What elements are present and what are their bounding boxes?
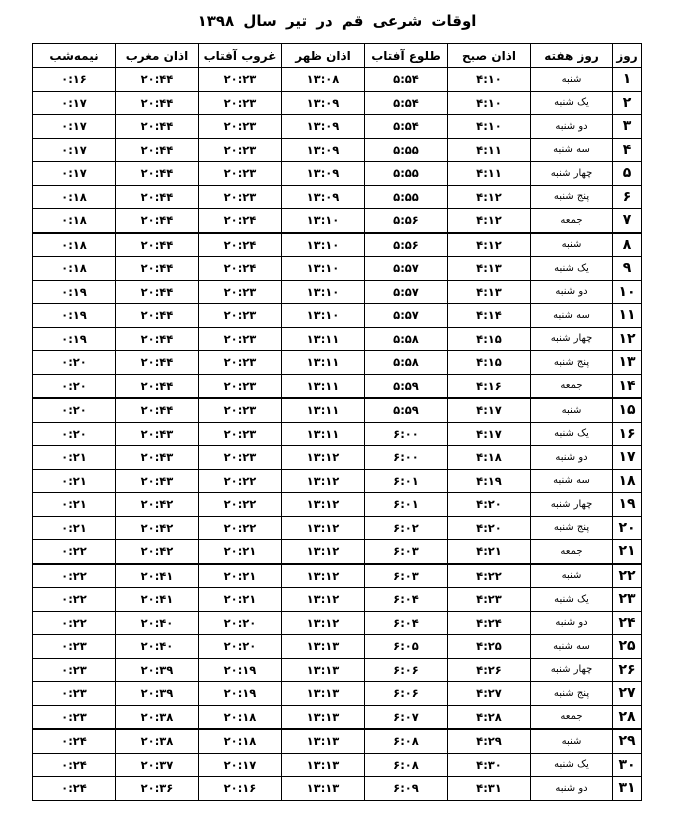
maghrib-time-cell: ۲۰:۴۱ [116,564,199,588]
sunrise-time-cell: ۵:۵۹ [365,374,448,398]
weekday-cell: شنبه [531,564,613,588]
day-number-cell: ۲۸ [613,705,642,729]
dhuhr-time-cell: ۱۳:۱۲ [282,540,365,564]
sunset-time-cell: ۲۰:۲۳ [199,68,282,92]
table-row [33,469,642,493]
sunrise-time-cell: ۶:۰۳ [365,540,448,564]
weekday-cell: چهار شنبه [531,327,613,351]
maghrib-time-cell: ۲۰:۳۹ [116,682,199,706]
sunrise-time-cell: ۶:۰۲ [365,516,448,540]
weekday-cell: شنبه [531,68,613,92]
sunrise-time-cell: ۶:۰۰ [365,446,448,470]
maghrib-time-cell: ۲۰:۴۰ [116,635,199,659]
day-number-cell: ۷ [613,209,642,233]
sunset-time-cell: ۲۰:۱۷ [199,753,282,777]
fajr-time-cell: ۴:۲۸ [448,705,531,729]
maghrib-time-cell: ۲۰:۳۸ [116,729,199,753]
table-row [33,68,642,92]
fajr-time-cell: ۴:۲۰ [448,516,531,540]
sunset-time-cell: ۲۰:۲۳ [199,162,282,186]
table-row [33,493,642,517]
sunrise-time-cell: ۵:۵۷ [365,257,448,281]
day-number-cell: ۲۲ [613,564,642,588]
maghrib-time-cell: ۲۰:۴۴ [116,91,199,115]
midnight-time-cell: ۰:۱۹ [33,327,116,351]
midnight-time-cell: ۰:۲۲ [33,564,116,588]
weekday-cell: پنج شنبه [531,185,613,209]
maghrib-time-cell: ۲۰:۴۴ [116,138,199,162]
day-number-cell: ۲۵ [613,635,642,659]
dhuhr-time-cell: ۱۳:۰۹ [282,138,365,162]
day-number-cell: ۶ [613,185,642,209]
fajr-time-cell: ۴:۲۲ [448,564,531,588]
fajr-time-cell: ۴:۱۷ [448,422,531,446]
dhuhr-time-cell: ۱۳:۱۲ [282,446,365,470]
dhuhr-time-cell: ۱۳:۱۰ [282,257,365,281]
fajr-time-cell: ۴:۱۳ [448,280,531,304]
dhuhr-time-cell: ۱۳:۱۲ [282,611,365,635]
weekday-cell: جمعه [531,374,613,398]
fajr-time-cell: ۴:۱۲ [448,209,531,233]
midnight-time-cell: ۰:۱۷ [33,91,116,115]
weekday-cell: پنج شنبه [531,351,613,375]
fajr-time-cell: ۴:۱۸ [448,446,531,470]
midnight-time-cell: ۰:۲۲ [33,540,116,564]
dhuhr-time-cell: ۱۳:۰۹ [282,91,365,115]
fajr-time-cell: ۴:۳۰ [448,753,531,777]
maghrib-time-cell: ۲۰:۴۴ [116,257,199,281]
maghrib-time-cell: ۲۰:۴۴ [116,327,199,351]
sunset-time-cell: ۲۰:۲۲ [199,493,282,517]
sunrise-time-cell: ۶:۰۴ [365,611,448,635]
day-number-cell: ۱۹ [613,493,642,517]
maghrib-time-cell: ۲۰:۴۲ [116,493,199,517]
day-number-cell: ۸ [613,233,642,257]
dhuhr-time-cell: ۱۳:۱۳ [282,705,365,729]
maghrib-time-cell: ۲۰:۴۴ [116,280,199,304]
table-row [33,516,642,540]
dhuhr-time-cell: ۱۳:۱۳ [282,753,365,777]
maghrib-time-cell: ۲۰:۴۳ [116,422,199,446]
weekday-cell: پنج شنبه [531,682,613,706]
sunset-time-cell: ۲۰:۱۶ [199,777,282,801]
midnight-time-cell: ۰:۲۳ [33,705,116,729]
header-weekday: روز هفته [531,44,613,68]
table-row [33,327,642,351]
day-number-cell: ۳۰ [613,753,642,777]
table-row [33,351,642,375]
maghrib-time-cell: ۲۰:۴۲ [116,516,199,540]
sunrise-time-cell: ۶:۰۸ [365,753,448,777]
sunrise-time-cell: ۵:۵۴ [365,115,448,139]
sunset-time-cell: ۲۰:۲۳ [199,374,282,398]
sunrise-time-cell: ۵:۵۸ [365,351,448,375]
sunrise-time-cell: ۶:۰۶ [365,682,448,706]
midnight-time-cell: ۰:۱۹ [33,280,116,304]
midnight-time-cell: ۰:۲۴ [33,753,116,777]
fajr-time-cell: ۴:۲۱ [448,540,531,564]
table-row [33,422,642,446]
maghrib-time-cell: ۲۰:۴۳ [116,469,199,493]
table-row [33,540,642,564]
table-row [33,658,642,682]
maghrib-time-cell: ۲۰:۴۴ [116,374,199,398]
midnight-time-cell: ۰:۲۱ [33,446,116,470]
weekday-cell: سه شنبه [531,469,613,493]
header-sunset: غروب آفتاب [199,44,282,68]
weekday-cell: دو شنبه [531,777,613,801]
sunrise-time-cell: ۶:۰۵ [365,635,448,659]
sunset-time-cell: ۲۰:۲۴ [199,209,282,233]
fajr-time-cell: ۴:۱۱ [448,138,531,162]
midnight-time-cell: ۰:۲۳ [33,682,116,706]
weekday-cell: دو شنبه [531,446,613,470]
dhuhr-time-cell: ۱۳:۰۹ [282,185,365,209]
table-row [33,588,642,612]
table-row [33,91,642,115]
sunset-time-cell: ۲۰:۲۳ [199,91,282,115]
maghrib-time-cell: ۲۰:۳۸ [116,705,199,729]
midnight-time-cell: ۰:۱۸ [33,233,116,257]
day-number-cell: ۱۵ [613,398,642,422]
midnight-time-cell: ۰:۲۴ [33,729,116,753]
day-number-cell: ۲۶ [613,658,642,682]
sunset-time-cell: ۲۰:۲۳ [199,422,282,446]
weekday-cell: یک شنبه [531,422,613,446]
weekday-cell: سه شنبه [531,138,613,162]
sunset-time-cell: ۲۰:۱۹ [199,682,282,706]
prayer-times-table [32,43,642,801]
maghrib-time-cell: ۲۰:۴۴ [116,304,199,328]
weekday-cell: چهار شنبه [531,493,613,517]
day-number-cell: ۵ [613,162,642,186]
dhuhr-time-cell: ۱۳:۱۲ [282,469,365,493]
weekday-cell: جمعه [531,209,613,233]
maghrib-time-cell: ۲۰:۳۶ [116,777,199,801]
maghrib-time-cell: ۲۰:۴۴ [116,398,199,422]
midnight-time-cell: ۰:۲۱ [33,493,116,517]
weekday-cell: پنج شنبه [531,516,613,540]
day-number-cell: ۱۷ [613,446,642,470]
table-row [33,729,642,753]
fajr-time-cell: ۴:۲۴ [448,611,531,635]
fajr-time-cell: ۴:۱۳ [448,257,531,281]
day-number-cell: ۳۱ [613,777,642,801]
sunrise-time-cell: ۶:۰۹ [365,777,448,801]
day-number-cell: ۲۳ [613,588,642,612]
dhuhr-time-cell: ۱۳:۱۲ [282,564,365,588]
maghrib-time-cell: ۲۰:۴۴ [116,351,199,375]
table-row [33,138,642,162]
weekday-cell: یک شنبه [531,753,613,777]
midnight-time-cell: ۰:۱۹ [33,304,116,328]
dhuhr-time-cell: ۱۳:۰۸ [282,68,365,92]
sunrise-time-cell: ۶:۰۰ [365,422,448,446]
dhuhr-time-cell: ۱۳:۱۱ [282,327,365,351]
weekday-cell: شنبه [531,233,613,257]
day-number-cell: ۱۶ [613,422,642,446]
table-row [33,374,642,398]
fajr-time-cell: ۴:۱۹ [448,469,531,493]
fajr-time-cell: ۴:۱۵ [448,327,531,351]
sunrise-time-cell: ۶:۰۷ [365,705,448,729]
midnight-time-cell: ۰:۲۰ [33,422,116,446]
weekday-cell: دو شنبه [531,280,613,304]
table-row [33,233,642,257]
weekday-cell: یک شنبه [531,257,613,281]
weekday-cell: جمعه [531,540,613,564]
sunrise-time-cell: ۵:۵۷ [365,280,448,304]
sunset-time-cell: ۲۰:۲۳ [199,304,282,328]
header-fajr: اذان صبح [448,44,531,68]
dhuhr-time-cell: ۱۳:۱۳ [282,682,365,706]
day-number-cell: ۴ [613,138,642,162]
table-row [33,777,642,801]
midnight-time-cell: ۰:۲۱ [33,516,116,540]
dhuhr-time-cell: ۱۳:۱۰ [282,304,365,328]
sunset-time-cell: ۲۰:۲۳ [199,115,282,139]
sunset-time-cell: ۲۰:۲۳ [199,398,282,422]
sunrise-time-cell: ۶:۰۱ [365,493,448,517]
day-number-cell: ۱۰ [613,280,642,304]
sunrise-time-cell: ۵:۵۶ [365,233,448,257]
sunset-time-cell: ۲۰:۲۳ [199,351,282,375]
header-midnight: نیمه‌شب [33,44,116,68]
table-row [33,304,642,328]
table-row [33,564,642,588]
dhuhr-time-cell: ۱۳:۱۰ [282,280,365,304]
midnight-time-cell: ۰:۱۷ [33,115,116,139]
fajr-time-cell: ۴:۱۴ [448,304,531,328]
sunset-time-cell: ۲۰:۲۱ [199,588,282,612]
fajr-time-cell: ۴:۲۶ [448,658,531,682]
sunset-time-cell: ۲۰:۲۳ [199,185,282,209]
maghrib-time-cell: ۲۰:۴۴ [116,209,199,233]
sunrise-time-cell: ۵:۵۸ [365,327,448,351]
table-row [33,682,642,706]
day-number-cell: ۱۲ [613,327,642,351]
weekday-cell: سه شنبه [531,635,613,659]
day-number-cell: ۲۷ [613,682,642,706]
dhuhr-time-cell: ۱۳:۰۹ [282,162,365,186]
midnight-time-cell: ۰:۲۲ [33,611,116,635]
fajr-time-cell: ۴:۳۱ [448,777,531,801]
day-number-cell: ۱ [613,68,642,92]
dhuhr-time-cell: ۱۳:۱۲ [282,493,365,517]
day-number-cell: ۲۰ [613,516,642,540]
dhuhr-time-cell: ۱۳:۱۳ [282,777,365,801]
table-body [33,68,642,801]
sunrise-time-cell: ۶:۰۶ [365,658,448,682]
header-sunrise: طلوع آفتاب [365,44,448,68]
fajr-time-cell: ۴:۱۱ [448,162,531,186]
fajr-time-cell: ۴:۱۷ [448,398,531,422]
sunset-time-cell: ۲۰:۲۲ [199,516,282,540]
maghrib-time-cell: ۲۰:۴۴ [116,68,199,92]
table-row [33,446,642,470]
table-row [33,753,642,777]
dhuhr-time-cell: ۱۳:۱۱ [282,351,365,375]
table-row [33,209,642,233]
midnight-time-cell: ۰:۱۷ [33,138,116,162]
dhuhr-time-cell: ۱۳:۱۲ [282,588,365,612]
dhuhr-time-cell: ۱۳:۱۱ [282,398,365,422]
dhuhr-time-cell: ۱۳:۱۱ [282,374,365,398]
sunset-time-cell: ۲۰:۲۰ [199,611,282,635]
fajr-time-cell: ۴:۱۰ [448,91,531,115]
sunrise-time-cell: ۵:۵۷ [365,304,448,328]
sunrise-time-cell: ۶:۰۳ [365,564,448,588]
sunset-time-cell: ۲۰:۲۱ [199,540,282,564]
dhuhr-time-cell: ۱۳:۱۰ [282,233,365,257]
table-row [33,185,642,209]
sunrise-time-cell: ۵:۵۵ [365,138,448,162]
fajr-time-cell: ۴:۱۲ [448,233,531,257]
table-header-row [33,44,642,68]
sunrise-time-cell: ۶:۰۴ [365,588,448,612]
midnight-time-cell: ۰:۲۰ [33,398,116,422]
day-number-cell: ۱۳ [613,351,642,375]
day-number-cell: ۳ [613,115,642,139]
maghrib-time-cell: ۲۰:۴۴ [116,185,199,209]
midnight-time-cell: ۰:۱۸ [33,185,116,209]
weekday-cell: سه شنبه [531,304,613,328]
sunrise-time-cell: ۵:۵۶ [365,209,448,233]
sunset-time-cell: ۲۰:۲۳ [199,327,282,351]
day-number-cell: ۹ [613,257,642,281]
maghrib-time-cell: ۲۰:۳۹ [116,658,199,682]
page-title: اوقات شرعی قم در تیر سال ۱۳۹۸ [197,12,477,30]
midnight-time-cell: ۰:۱۸ [33,209,116,233]
table-row [33,162,642,186]
sunrise-time-cell: ۵:۵۴ [365,91,448,115]
midnight-time-cell: ۰:۱۶ [33,68,116,92]
midnight-time-cell: ۰:۲۳ [33,658,116,682]
dhuhr-time-cell: ۱۳:۱۲ [282,516,365,540]
maghrib-time-cell: ۲۰:۴۱ [116,588,199,612]
weekday-cell: چهار شنبه [531,658,613,682]
maghrib-time-cell: ۲۰:۳۷ [116,753,199,777]
maghrib-time-cell: ۲۰:۴۴ [116,233,199,257]
sunrise-time-cell: ۵:۵۵ [365,185,448,209]
dhuhr-time-cell: ۱۳:۱۳ [282,635,365,659]
fajr-time-cell: ۴:۲۳ [448,588,531,612]
day-number-cell: ۱۴ [613,374,642,398]
sunrise-time-cell: ۶:۰۸ [365,729,448,753]
sunset-time-cell: ۲۰:۲۳ [199,138,282,162]
fajr-time-cell: ۴:۲۰ [448,493,531,517]
day-number-cell: ۱۱ [613,304,642,328]
day-number-cell: ۲۴ [613,611,642,635]
midnight-time-cell: ۰:۲۲ [33,588,116,612]
day-number-cell: ۱۸ [613,469,642,493]
fajr-time-cell: ۴:۱۶ [448,374,531,398]
sunset-time-cell: ۲۰:۱۸ [199,705,282,729]
maghrib-time-cell: ۲۰:۴۰ [116,611,199,635]
maghrib-time-cell: ۲۰:۴۳ [116,446,199,470]
weekday-cell: دو شنبه [531,115,613,139]
table-row [33,611,642,635]
fajr-time-cell: ۴:۲۵ [448,635,531,659]
midnight-time-cell: ۰:۱۸ [33,257,116,281]
weekday-cell: چهار شنبه [531,162,613,186]
sunrise-time-cell: ۵:۵۴ [365,68,448,92]
weekday-cell: شنبه [531,398,613,422]
dhuhr-time-cell: ۱۳:۱۳ [282,658,365,682]
sunrise-time-cell: ۵:۵۵ [365,162,448,186]
dhuhr-time-cell: ۱۳:۱۳ [282,729,365,753]
weekday-cell: دو شنبه [531,611,613,635]
fajr-time-cell: ۴:۱۵ [448,351,531,375]
midnight-time-cell: ۰:۲۳ [33,635,116,659]
midnight-time-cell: ۰:۲۴ [33,777,116,801]
maghrib-time-cell: ۲۰:۴۲ [116,540,199,564]
table-row [33,115,642,139]
dhuhr-time-cell: ۱۳:۱۱ [282,422,365,446]
sunset-time-cell: ۲۰:۲۴ [199,233,282,257]
sunset-time-cell: ۲۰:۲۲ [199,469,282,493]
maghrib-time-cell: ۲۰:۴۴ [116,162,199,186]
table-row [33,398,642,422]
sunset-time-cell: ۲۰:۱۹ [199,658,282,682]
weekday-cell: شنبه [531,729,613,753]
fajr-time-cell: ۴:۲۷ [448,682,531,706]
maghrib-time-cell: ۲۰:۴۴ [116,115,199,139]
header-maghrib: اذان مغرب [116,44,199,68]
midnight-time-cell: ۰:۱۷ [33,162,116,186]
sunset-time-cell: ۲۰:۲۰ [199,635,282,659]
header-day-number: روز [613,44,642,68]
weekday-cell: یک شنبه [531,91,613,115]
table-row [33,635,642,659]
header-dhuhr: اذان ظهر [282,44,365,68]
table-row [33,280,642,304]
fajr-time-cell: ۴:۲۹ [448,729,531,753]
day-number-cell: ۲۱ [613,540,642,564]
sunrise-time-cell: ۵:۵۹ [365,398,448,422]
day-number-cell: ۲ [613,91,642,115]
sunset-time-cell: ۲۰:۱۸ [199,729,282,753]
weekday-cell: جمعه [531,705,613,729]
fajr-time-cell: ۴:۱۰ [448,68,531,92]
weekday-cell: یک شنبه [531,588,613,612]
dhuhr-time-cell: ۱۳:۰۹ [282,115,365,139]
dhuhr-time-cell: ۱۳:۱۰ [282,209,365,233]
midnight-time-cell: ۰:۲۰ [33,351,116,375]
midnight-time-cell: ۰:۲۱ [33,469,116,493]
midnight-time-cell: ۰:۲۰ [33,374,116,398]
day-number-cell: ۲۹ [613,729,642,753]
sunset-time-cell: ۲۰:۲۳ [199,280,282,304]
fajr-time-cell: ۴:۱۲ [448,185,531,209]
sunset-time-cell: ۲۰:۲۱ [199,564,282,588]
sunrise-time-cell: ۶:۰۱ [365,469,448,493]
sunset-time-cell: ۲۰:۲۴ [199,257,282,281]
sunset-time-cell: ۲۰:۲۳ [199,446,282,470]
table-row [33,257,642,281]
table-row [33,705,642,729]
fajr-time-cell: ۴:۱۰ [448,115,531,139]
